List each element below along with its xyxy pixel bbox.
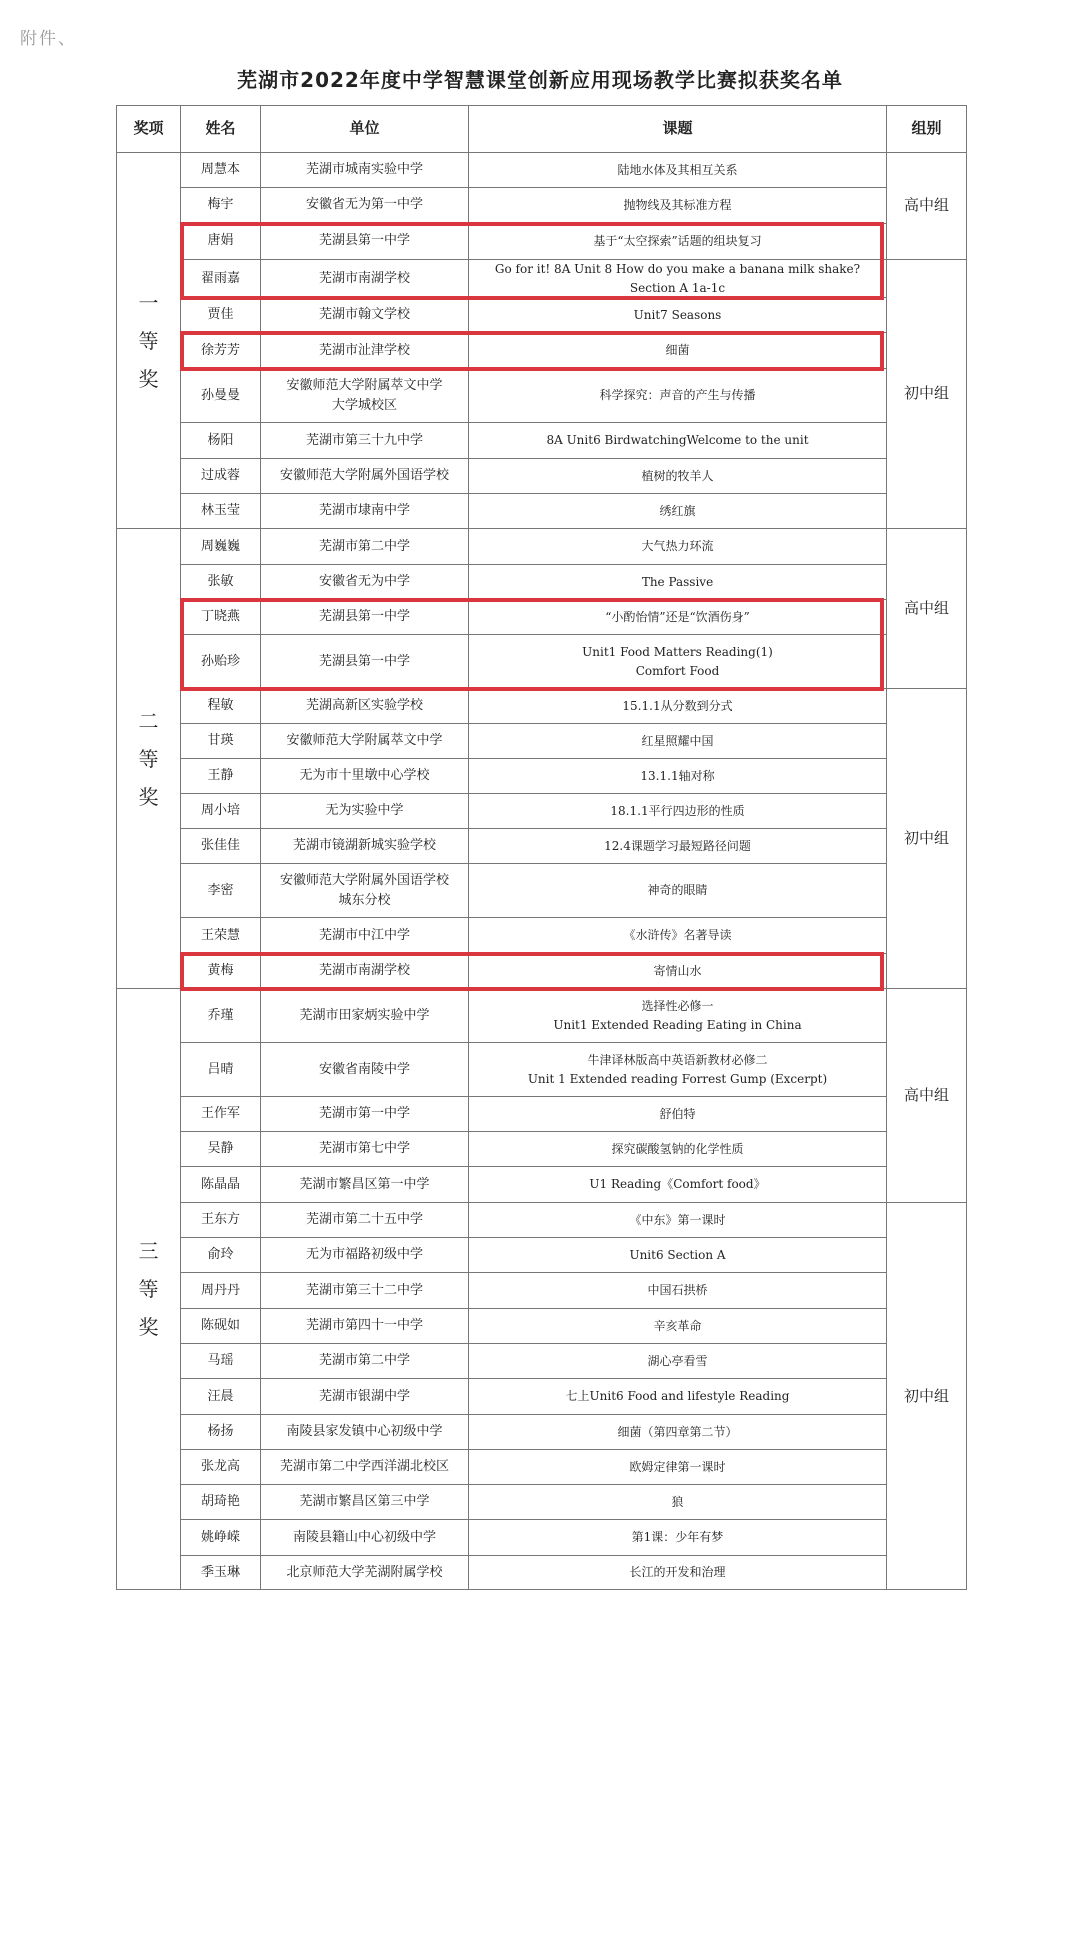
- unit-cell: 芜湖市翰文学校: [261, 298, 469, 333]
- name-cell: 孙贻珍: [181, 635, 261, 689]
- topic-cell: 基于“太空探索”话题的组块复习: [469, 224, 887, 260]
- topic-cell: 红星照耀中国: [469, 724, 887, 759]
- unit-cell: 芜湖县第一中学: [261, 224, 469, 260]
- unit-cell: 芜湖市第二中学: [261, 1344, 469, 1379]
- name-cell: 翟雨嘉: [181, 260, 261, 298]
- award-table: [116, 105, 967, 1590]
- table-row: [117, 188, 967, 224]
- name-cell: 陈砚如: [181, 1309, 261, 1344]
- topic-cell: 《水浒传》名著导读: [469, 918, 887, 954]
- name-cell: 黄梅: [181, 954, 261, 989]
- topic-cell: “小酌怡情”还是“饮酒伤身”: [469, 600, 887, 635]
- unit-cell: 北京师范大学芜湖附属学校: [261, 1556, 469, 1590]
- topic-cell: U1 Reading《Comfort food》: [469, 1167, 887, 1203]
- table-row: [117, 1132, 967, 1167]
- name-cell: 张佳佳: [181, 829, 261, 864]
- topic-cell: 科学探究：声音的产生与传播: [469, 369, 887, 423]
- name-cell: 徐芳芳: [181, 333, 261, 369]
- table-row: [117, 1043, 967, 1097]
- unit-cell: 芜湖高新区实验学校: [261, 689, 469, 724]
- table-row: [117, 989, 967, 1043]
- header-unit: 单位: [261, 106, 469, 153]
- header-award: 奖项: [117, 106, 181, 153]
- table-row: [117, 724, 967, 759]
- unit-cell: 芜湖市南湖学校: [261, 954, 469, 989]
- table-row: [117, 1415, 967, 1450]
- topic-cell: 绣红旗: [469, 494, 887, 529]
- unit-cell: 芜湖市镜湖新城实验学校: [261, 829, 469, 864]
- table-body: [117, 153, 967, 1590]
- name-cell: 李密: [181, 864, 261, 918]
- topic-cell: Unit1 Food Matters Reading(1) Comfort Food: [469, 635, 887, 689]
- unit-cell: 安徽师范大学附属外国语学校 城东分校: [261, 864, 469, 918]
- name-cell: 丁晓燕: [181, 600, 261, 635]
- topic-cell: 15.1.1从分数到分式: [469, 689, 887, 724]
- table-row: [117, 1520, 967, 1556]
- name-cell: 胡琦艳: [181, 1485, 261, 1520]
- unit-cell: 芜湖市第一中学: [261, 1097, 469, 1132]
- document-title: 芜湖市2022年度中学智慧课堂创新应用现场教学比赛拟获奖名单: [237, 68, 843, 92]
- award-cell: 二 等 奖: [117, 529, 181, 989]
- unit-cell: 芜湖市第七中学: [261, 1132, 469, 1167]
- topic-cell: 细菌（第四章第二节）: [469, 1415, 887, 1450]
- unit-cell: 芜湖市第三十二中学: [261, 1273, 469, 1309]
- topic-cell: 牛津译林版高中英语新教材必修二 Unit 1 Extended reading Forrest Gump (Excerpt): [469, 1043, 887, 1097]
- name-cell: 杨阳: [181, 423, 261, 459]
- name-cell: 过成蓉: [181, 459, 261, 494]
- topic-cell: Go for it! 8A Unit 8 How do you make a banana milk shake? Section A 1a-1c: [469, 260, 887, 298]
- unit-cell: 无为实验中学: [261, 794, 469, 829]
- topic-cell: 13.1.1轴对称: [469, 759, 887, 794]
- table-row: [117, 333, 967, 369]
- unit-cell: 芜湖市第四十一中学: [261, 1309, 469, 1344]
- table-row: [117, 423, 967, 459]
- name-cell: 吴静: [181, 1132, 261, 1167]
- table-row: [117, 635, 967, 689]
- unit-cell: 南陵县家发镇中心初级中学: [261, 1415, 469, 1450]
- name-cell: 汪晨: [181, 1379, 261, 1415]
- topic-cell: 第1课：少年有梦: [469, 1520, 887, 1556]
- topic-cell: 大气热力环流: [469, 529, 887, 565]
- name-cell: 乔瑾: [181, 989, 261, 1043]
- name-cell: 程敏: [181, 689, 261, 724]
- topic-cell: 12.4课题学习最短路径问题: [469, 829, 887, 864]
- topic-cell: 抛物线及其标准方程: [469, 188, 887, 224]
- topic-cell: 寄情山水: [469, 954, 887, 989]
- unit-cell: 芜湖市第二中学: [261, 529, 469, 565]
- name-cell: 贾佳: [181, 298, 261, 333]
- topic-cell: 辛亥革命: [469, 1309, 887, 1344]
- table-row: [117, 1485, 967, 1520]
- unit-cell: 安徽师范大学附属萃文中学: [261, 724, 469, 759]
- table-row: [117, 565, 967, 600]
- topic-cell: The Passive: [469, 565, 887, 600]
- unit-cell: 芜湖县第一中学: [261, 635, 469, 689]
- unit-cell: 芜湖县第一中学: [261, 600, 469, 635]
- group-cell: 高中组: [887, 153, 967, 260]
- name-cell: 马瑶: [181, 1344, 261, 1379]
- name-cell: 周巍巍: [181, 529, 261, 565]
- name-cell: 俞玲: [181, 1238, 261, 1273]
- topic-cell: 神奇的眼睛: [469, 864, 887, 918]
- topic-cell: Unit6 Section A: [469, 1238, 887, 1273]
- name-cell: 吕晴: [181, 1043, 261, 1097]
- topic-cell: 陆地水体及其相互关系: [469, 153, 887, 188]
- table-row: [117, 759, 967, 794]
- table-header-row: [117, 106, 967, 153]
- name-cell: 唐娟: [181, 224, 261, 260]
- unit-cell: 安徽省南陵中学: [261, 1043, 469, 1097]
- table-row: [117, 794, 967, 829]
- name-cell: 甘瑛: [181, 724, 261, 759]
- table-row: [117, 1556, 967, 1590]
- name-cell: 王东方: [181, 1203, 261, 1238]
- unit-cell: 芜湖市中江中学: [261, 918, 469, 954]
- unit-cell: 芜湖市沚津学校: [261, 333, 469, 369]
- table-row: [117, 1167, 967, 1203]
- topic-cell: 植树的牧羊人: [469, 459, 887, 494]
- topic-cell: 细菌: [469, 333, 887, 369]
- topic-cell: 狼: [469, 1485, 887, 1520]
- table-row: [117, 689, 967, 724]
- table-row: [117, 224, 967, 260]
- unit-cell: 芜湖市南湖学校: [261, 260, 469, 298]
- topic-cell: 8A Unit6 BirdwatchingWelcome to the unit: [469, 423, 887, 459]
- table-row: [117, 494, 967, 529]
- header-topic: 课题: [469, 106, 887, 153]
- group-cell: 高中组: [887, 529, 967, 689]
- award-cell: 三 等 奖: [117, 989, 181, 1590]
- attachment-label: 附件、: [20, 29, 77, 49]
- name-cell: 张龙高: [181, 1450, 261, 1485]
- name-cell: 林玉莹: [181, 494, 261, 529]
- unit-cell: 芜湖市埭南中学: [261, 494, 469, 529]
- unit-cell: 芜湖市城南实验中学: [261, 153, 469, 188]
- name-cell: 王荣慧: [181, 918, 261, 954]
- name-cell: 周慧本: [181, 153, 261, 188]
- table-row: [117, 864, 967, 918]
- name-cell: 王静: [181, 759, 261, 794]
- table-row: [117, 369, 967, 423]
- unit-cell: 安徽师范大学附属萃文中学 大学城校区: [261, 369, 469, 423]
- unit-cell: 安徽省无为第一中学: [261, 188, 469, 224]
- group-cell: 高中组: [887, 989, 967, 1203]
- table-row: [117, 1097, 967, 1132]
- name-cell: 陈晶晶: [181, 1167, 261, 1203]
- table-row: [117, 529, 967, 565]
- unit-cell: 芜湖市繁昌区第三中学: [261, 1485, 469, 1520]
- group-cell: 初中组: [887, 260, 967, 529]
- table-row: [117, 1379, 967, 1415]
- unit-cell: 南陵县籍山中心初级中学: [261, 1520, 469, 1556]
- topic-cell: 七上Unit6 Food and lifestyle Reading: [469, 1379, 887, 1415]
- table-row: [117, 829, 967, 864]
- unit-cell: 芜湖市繁昌区第一中学: [261, 1167, 469, 1203]
- table-row: [117, 954, 967, 989]
- name-cell: 周丹丹: [181, 1273, 261, 1309]
- table-row: [117, 260, 967, 298]
- unit-cell: 芜湖市田家炳实验中学: [261, 989, 469, 1043]
- table-row: [117, 1450, 967, 1485]
- name-cell: 王作军: [181, 1097, 261, 1132]
- unit-cell: 芜湖市银湖中学: [261, 1379, 469, 1415]
- table-row: [117, 600, 967, 635]
- name-cell: 梅宇: [181, 188, 261, 224]
- topic-cell: 《中东》第一课时: [469, 1203, 887, 1238]
- table-row: [117, 1309, 967, 1344]
- unit-cell: 无为市十里墩中心学校: [261, 759, 469, 794]
- unit-cell: 芜湖市第二十五中学: [261, 1203, 469, 1238]
- name-cell: 周小培: [181, 794, 261, 829]
- unit-cell: 安徽省无为中学: [261, 565, 469, 600]
- unit-cell: 安徽师范大学附属外国语学校: [261, 459, 469, 494]
- table-row: [117, 1203, 967, 1238]
- unit-cell: 芜湖市第二中学西洋湖北校区: [261, 1450, 469, 1485]
- name-cell: 张敏: [181, 565, 261, 600]
- topic-cell: 18.1.1平行四边形的性质: [469, 794, 887, 829]
- group-cell: 初中组: [887, 689, 967, 989]
- name-cell: 姚峥嵘: [181, 1520, 261, 1556]
- unit-cell: 无为市福路初级中学: [261, 1238, 469, 1273]
- table-row: [117, 918, 967, 954]
- group-cell: 初中组: [887, 1203, 967, 1590]
- topic-cell: 欧姆定律第一课时: [469, 1450, 887, 1485]
- header-name: 姓名: [181, 106, 261, 153]
- name-cell: 孙曼曼: [181, 369, 261, 423]
- topic-cell: 长江的开发和治理: [469, 1556, 887, 1590]
- topic-cell: 选择性必修一 Unit1 Extended Reading Eating in China: [469, 989, 887, 1043]
- header-group: 组别: [887, 106, 967, 153]
- topic-cell: Unit7 Seasons: [469, 298, 887, 333]
- table-row: [117, 1238, 967, 1273]
- topic-cell: 舒伯特: [469, 1097, 887, 1132]
- table-row: [117, 298, 967, 333]
- name-cell: 杨扬: [181, 1415, 261, 1450]
- table-row: [117, 153, 967, 188]
- unit-cell: 芜湖市第三十九中学: [261, 423, 469, 459]
- table-row: [117, 1344, 967, 1379]
- name-cell: 季玉琳: [181, 1556, 261, 1590]
- award-cell: 一 等 奖: [117, 153, 181, 529]
- table-row: [117, 1273, 967, 1309]
- topic-cell: 探究碳酸氢钠的化学性质: [469, 1132, 887, 1167]
- topic-cell: 中国石拱桥: [469, 1273, 887, 1309]
- topic-cell: 湖心亭看雪: [469, 1344, 887, 1379]
- table-row: [117, 459, 967, 494]
